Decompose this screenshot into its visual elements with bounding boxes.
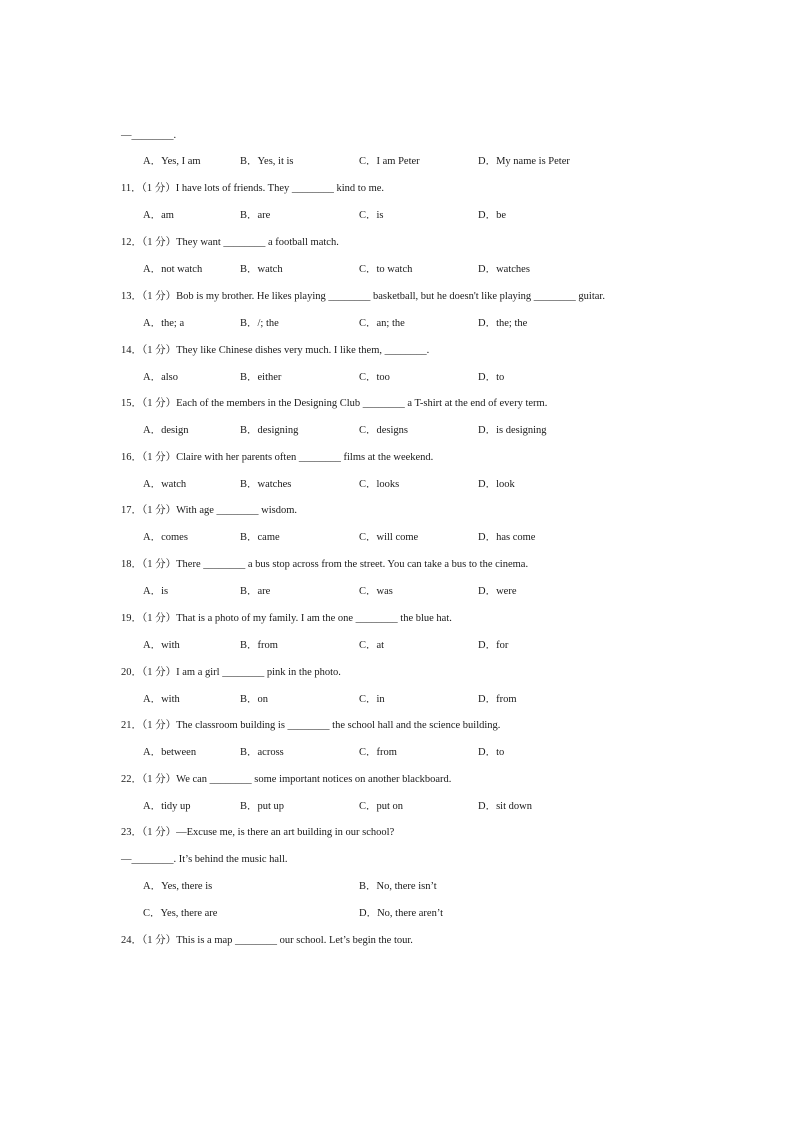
option-b[interactable]: B．across <box>240 747 284 758</box>
option-b[interactable]: B．are <box>240 210 271 221</box>
question-15-stem: 15．（1 分）Each of the members in the Designing Club ________ a T-shirt at the end of every term. <box>121 398 548 409</box>
option-a[interactable]: A．watch <box>143 479 187 490</box>
question-19-stem: 19．（1 分）That is a photo of my family. I am the one ________ the blue hat. <box>121 613 452 624</box>
options-row <box>143 880 743 894</box>
option-a[interactable]: A．between <box>143 747 197 758</box>
option-a[interactable]: A．also <box>143 372 178 383</box>
option-b[interactable]: B．designing <box>240 425 299 436</box>
option-c[interactable]: C．Yes, there are <box>143 908 218 919</box>
option-d[interactable]: D．to <box>478 372 505 383</box>
option-a[interactable]: A．with <box>143 694 180 705</box>
option-b[interactable]: B．on <box>240 694 269 705</box>
option-c[interactable]: C．was <box>359 586 393 597</box>
option-b[interactable]: B．put up <box>240 801 285 812</box>
option-b[interactable]: B．watch <box>240 264 283 275</box>
question-22-stem: 22．（1 分）We can ________ some important notices on another blackboard. <box>121 774 452 785</box>
options-row <box>143 531 743 545</box>
option-d[interactable]: D．has come <box>478 532 536 543</box>
option-a[interactable]: A．is <box>143 586 169 597</box>
option-b[interactable]: B．came <box>240 532 280 543</box>
option-a[interactable]: A．not watch <box>143 264 203 275</box>
options-row <box>143 263 743 277</box>
options-row <box>143 639 743 653</box>
option-c[interactable]: C．an; the <box>359 318 405 329</box>
option-c[interactable]: C．in <box>359 694 385 705</box>
options-row <box>143 478 743 492</box>
option-a[interactable]: A．the; a <box>143 318 185 329</box>
question-23-stem: 23．（1 分）—Excuse me, is there an art building in our school? <box>121 827 395 838</box>
option-a[interactable]: A．Yes, I am <box>143 156 201 167</box>
options-row <box>143 585 743 599</box>
option-b[interactable]: B．from <box>240 640 278 651</box>
option-d[interactable]: D．sit down <box>478 801 532 812</box>
question-20-stem: 20．（1 分）I am a girl ________ pink in the photo. <box>121 667 341 678</box>
option-d[interactable]: D．for <box>478 640 509 651</box>
question-16-stem: 16．（1 分）Claire with her parents often ________ films at the weekend. <box>121 452 434 463</box>
option-a[interactable]: A．with <box>143 640 180 651</box>
option-d[interactable]: D．the; the <box>478 318 528 329</box>
options-row <box>143 746 743 760</box>
question-12-stem: 12．（1 分）They want ________ a football match. <box>121 237 339 248</box>
options-row <box>143 907 743 921</box>
option-c[interactable]: C．is <box>359 210 384 221</box>
question-17-stem: 17．（1 分）With age ________ wisdom. <box>121 505 298 516</box>
option-c[interactable]: C．too <box>359 372 390 383</box>
option-d[interactable]: D．look <box>478 479 515 490</box>
option-d[interactable]: D．watches <box>478 264 530 275</box>
options-row <box>143 155 743 169</box>
option-c[interactable]: C．designs <box>359 425 409 436</box>
options-row <box>143 371 743 385</box>
option-a[interactable]: A．comes <box>143 532 188 543</box>
option-b[interactable]: B．watches <box>240 479 292 490</box>
option-c[interactable]: C．to watch <box>359 264 413 275</box>
option-c[interactable]: C．will come <box>359 532 419 543</box>
option-c[interactable]: C．from <box>359 747 397 758</box>
options-row <box>143 209 743 223</box>
question-14-stem: 14．（1 分）They like Chinese dishes very much. I like them, ________. <box>121 345 430 356</box>
option-d[interactable]: D．My name is Peter <box>478 156 570 167</box>
question-11-stem: 11．（1 分）I have lots of friends. They ________ kind to me. <box>121 183 385 194</box>
option-c[interactable]: C．looks <box>359 479 400 490</box>
option-b[interactable]: B．/; the <box>240 318 279 329</box>
option-b[interactable]: B．either <box>240 372 282 383</box>
option-d[interactable]: D．were <box>478 586 517 597</box>
options-row <box>143 424 743 438</box>
answer-blank-line: —________. <box>121 130 177 141</box>
options-row <box>143 693 743 707</box>
option-a[interactable]: A．Yes, there is <box>143 881 213 892</box>
option-a[interactable]: A．design <box>143 425 189 436</box>
option-d[interactable]: D．No, there aren’t <box>359 908 444 919</box>
option-d[interactable]: D．to <box>478 747 505 758</box>
option-d[interactable]: D．is designing <box>478 425 547 436</box>
question-21-stem: 21．（1 分）The classroom building is ________ the school hall and the science building. <box>121 720 501 731</box>
option-b[interactable]: B．No, there isn’t <box>359 881 437 892</box>
option-d[interactable]: D．from <box>478 694 517 705</box>
option-c[interactable]: C．I am Peter <box>359 156 420 167</box>
question-24-stem: 24．（1 分）This is a map ________ our school. Let’s begin the tour. <box>121 935 413 946</box>
option-c[interactable]: C．put on <box>359 801 404 812</box>
option-c[interactable]: C．at <box>359 640 385 651</box>
options-row <box>143 800 743 814</box>
options-row <box>143 317 743 331</box>
option-a[interactable]: A．tidy up <box>143 801 191 812</box>
question-13-stem: 13．（1 分）Bob is my brother. He likes playing ________ basketball, but he doesn't like playing ________ guitar. <box>121 291 605 302</box>
option-b[interactable]: B．are <box>240 586 271 597</box>
option-a[interactable]: A．am <box>143 210 174 221</box>
question-23-reply: —________. It’s behind the music hall. <box>121 854 288 865</box>
option-b[interactable]: B．Yes, it is <box>240 156 294 167</box>
question-18-stem: 18．（1 分）There ________ a bus stop across from the street. You can take a bus to the cinema. <box>121 559 529 570</box>
option-d[interactable]: D．be <box>478 210 506 221</box>
